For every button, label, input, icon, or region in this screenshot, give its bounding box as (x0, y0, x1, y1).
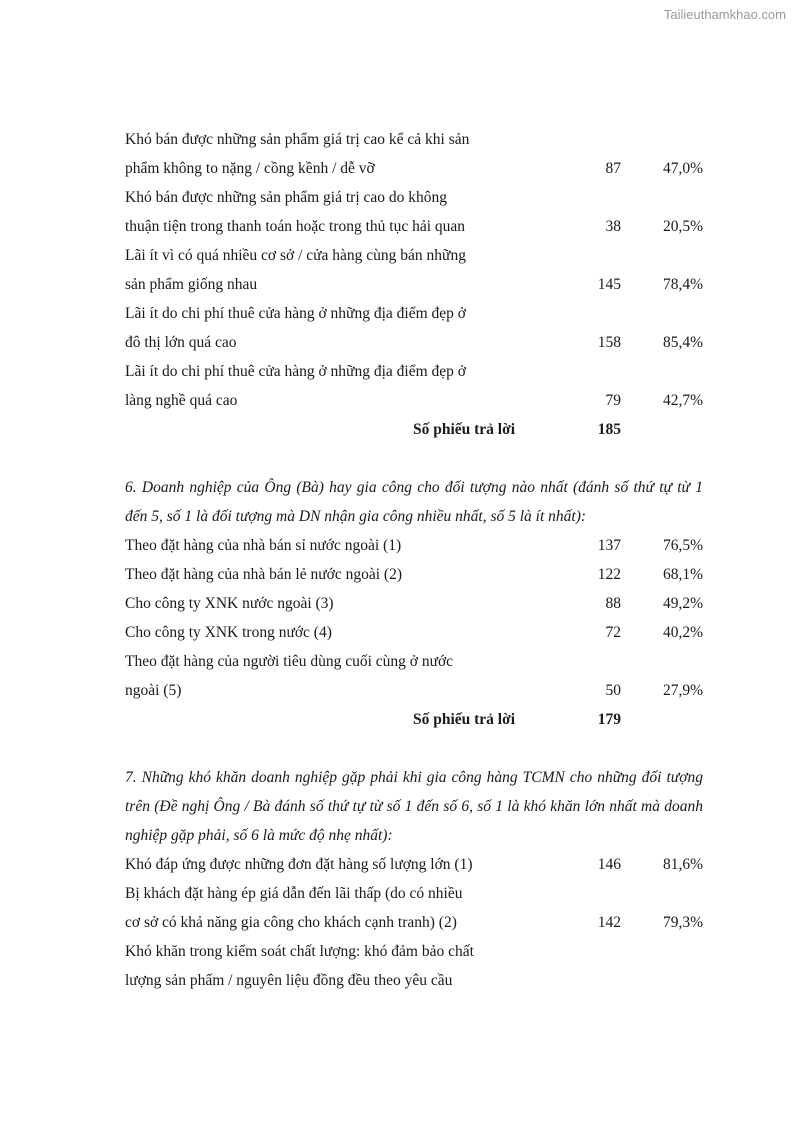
row-text: cơ sở có khả năng gia công cho khách cạnh tranh) (2) (125, 914, 457, 931)
row-percent: 79,3% (662, 914, 703, 931)
watermark: Tailieuthamkhao.com (663, 7, 786, 22)
row-count: 79 (605, 392, 621, 409)
section-5-table (125, 125, 703, 444)
question-6: 6. Doanh nghiệp của Ông (Bà) hay gia công cho đối tượng nào nhất (đánh số thứ tự từ 1 đến 5, số 1 là đối tượng mà DN nhận gia công nhiều nhất, số 5 là ít nhất): (125, 479, 703, 525)
row-percent: 20,5% (662, 218, 703, 235)
row-text: Khó khăn trong kiểm soát chất lượng: khó đảm bảo chất (125, 943, 474, 960)
total-value: 179 (597, 711, 621, 728)
table-row (125, 299, 703, 357)
row-text: làng nghề quá cao (125, 392, 238, 409)
row-count: 87 (605, 160, 621, 177)
total-row (125, 705, 703, 734)
row-text: Lãi ít do chi phí thuê cửa hàng ở những địa điểm đẹp ở (125, 305, 466, 322)
row-text: sản phẩm giống nhau (125, 276, 258, 293)
row-count: 145 (597, 276, 621, 293)
row-text: Theo đặt hàng của nhà bán lẻ nước ngoài (2) (125, 566, 402, 583)
table-row (125, 879, 703, 937)
section-7 (125, 763, 703, 995)
row-percent: 76,5% (662, 537, 703, 554)
table-row (125, 589, 703, 618)
table-row (125, 125, 703, 183)
row-count: 72 (605, 624, 621, 641)
table-row (125, 183, 703, 241)
row-percent: 81,6% (662, 856, 703, 873)
total-label: Số phiếu trả lời (412, 711, 515, 728)
document-body (125, 125, 703, 995)
row-count: 122 (597, 566, 621, 583)
row-text: đô thị lớn quá cao (125, 334, 237, 351)
row-text: phẩm không to nặng / cồng kềnh / dễ vỡ (125, 160, 375, 177)
question-7: 7. Những khó khăn doanh nghiệp gặp phải khi gia công hàng TCMN cho những đối tượng trên (Đề nghị Ông / Bà đánh số thứ tự từ số 1 đến số 6, số 1 là khó khăn lớn nhất mà doanh nghiệp gặp phải, số 6 là mức độ nhẹ nhất): (125, 769, 703, 844)
row-text: Khó bán được những sản phẩm giá trị cao kể cả khi sản (125, 131, 470, 148)
row-text: Bị khách đặt hàng ép giá dẫn đến lãi thấp (do có nhiều (125, 885, 463, 902)
total-label: Số phiếu trả lời (412, 421, 515, 438)
row-text: Khó đáp ứng được những đơn đặt hàng số lượng lớn (1) (125, 856, 473, 873)
row-count: 142 (597, 914, 621, 931)
row-count: 88 (605, 595, 621, 612)
section-6 (125, 473, 703, 734)
row-text: Lãi ít do chi phí thuê cửa hàng ở những địa điểm đẹp ở (125, 363, 466, 380)
row-text: ngoài (5) (125, 682, 182, 699)
row-text: thuận tiện trong thanh toán hoặc trong thủ tục hải quan (125, 218, 466, 235)
row-text: Theo đặt hàng của người tiêu dùng cuối cùng ở nước (125, 653, 454, 670)
row-percent: 49,2% (662, 595, 703, 612)
row-count: 158 (597, 334, 621, 351)
row-percent: 85,4% (662, 334, 703, 351)
row-count: 38 (605, 218, 621, 235)
table-row (125, 850, 703, 879)
row-percent: 42,7% (662, 392, 703, 409)
row-count: 146 (597, 856, 621, 873)
table-row (125, 560, 703, 589)
table-row (125, 618, 703, 647)
table-row (125, 937, 703, 995)
table-row (125, 241, 703, 299)
table-row (125, 647, 703, 705)
row-percent: 40,2% (662, 624, 703, 641)
row-count: 137 (597, 537, 621, 554)
row-text: Cho công ty XNK nước ngoài (3) (125, 595, 334, 612)
row-text: Lãi ít vì có quá nhiều cơ sở / cửa hàng cùng bán những (125, 247, 466, 264)
total-value: 185 (597, 421, 621, 438)
row-count: 50 (605, 682, 621, 699)
table-row (125, 357, 703, 415)
table-row (125, 531, 703, 560)
row-text: Khó bán được những sản phẩm giá trị cao do không (125, 189, 448, 206)
row-text: lượng sản phẩm / nguyên liệu đồng đều theo yêu cầu (125, 972, 453, 989)
total-row (125, 415, 703, 444)
row-percent: 27,9% (662, 682, 703, 699)
row-percent: 47,0% (662, 160, 703, 177)
row-text: Cho công ty XNK trong nước (4) (125, 624, 332, 641)
row-percent: 78,4% (662, 276, 703, 293)
row-percent: 68,1% (662, 566, 703, 583)
row-text: Theo đặt hàng của nhà bán sỉ nước ngoài (1) (125, 537, 402, 554)
